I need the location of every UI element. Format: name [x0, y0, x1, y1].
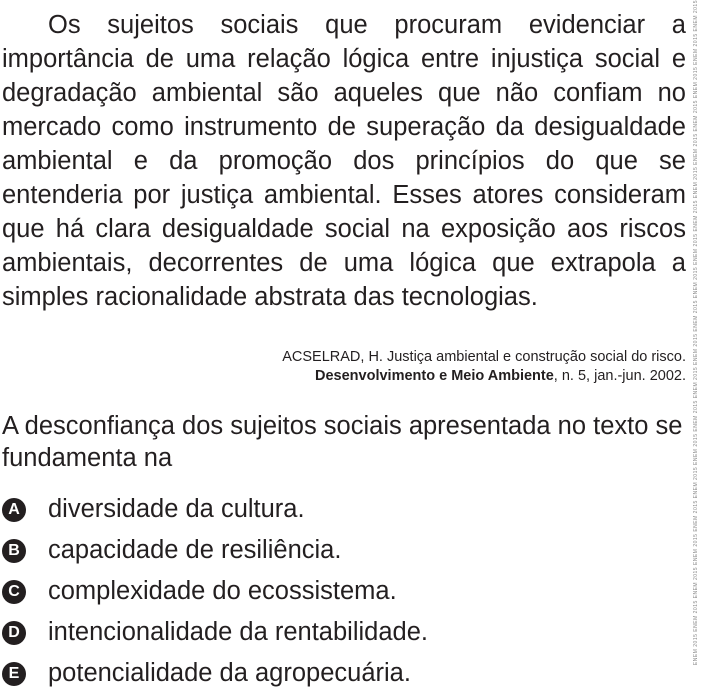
option-c-text: complexidade do ecossistema. [48, 577, 397, 605]
option-b[interactable] [2, 530, 428, 571]
side-watermark-text: ENEM 2015 ENEM 2015 ENEM 2015 ENEM 2015 ENEM 2015 ENEM 2015 ENEM 2015 ENEM 2015 ENEM 2015 ENEM 2015 ENEM 2015 ENEM 2015 ENEM 2015 ENEM 2015 ENEM 2015 ENEM 2015 ENEM 2015 ENEM 2015 ENEM 2015 ENEM 2015 [693, 0, 699, 666]
option-d-text: intencionalidade da rentabilidade. [48, 618, 428, 646]
option-b-text: capacidade de resiliência. [48, 536, 342, 564]
option-c-letter-badge: C [2, 580, 26, 604]
option-e-letter-badge: E [2, 662, 26, 686]
option-a-letter-badge: A [2, 498, 26, 522]
option-e-text: potencialidade da agropecuária. [48, 659, 411, 687]
citation-source-details: , n. 5, jan.-jun. 2002. [553, 368, 686, 384]
option-b-letter-badge: B [2, 539, 26, 563]
citation-author-title: ACSELRAD, H. Justiça ambiental e construção social do risco. [282, 349, 686, 365]
passage-text: Os sujeitos sociais que procuram evidenciar a importância de uma relação lógica entre injustiça social e degradação ambiental são aqueles que não confiam no mercado como instrumento de superação da desigualdade ambiental e da promoção dos princípios do que se entenderia por justiça ambiental. Esses atores consideram que há clara desigualdade social na exposição aos riscos ambientais, decorrentes de uma lógica que extrapola a simples racionalidade abstrata das tecnologias. [2, 11, 686, 311]
option-d-letter-badge: D [2, 621, 26, 645]
option-a-text: diversidade da cultura. [48, 495, 305, 523]
option-d[interactable] [2, 612, 428, 653]
option-c[interactable] [2, 571, 428, 612]
option-a[interactable] [2, 489, 428, 530]
citation [282, 348, 686, 386]
citation-source [282, 367, 686, 386]
question-stem: A desconfiança dos sujeitos sociais apresentada no texto se fundamenta na [2, 412, 683, 472]
side-watermark-strip [692, 0, 702, 695]
option-e[interactable] [2, 653, 428, 694]
answer-options [2, 489, 428, 694]
citation-source-title: Desenvolvimento e Meio Ambiente [315, 368, 554, 384]
